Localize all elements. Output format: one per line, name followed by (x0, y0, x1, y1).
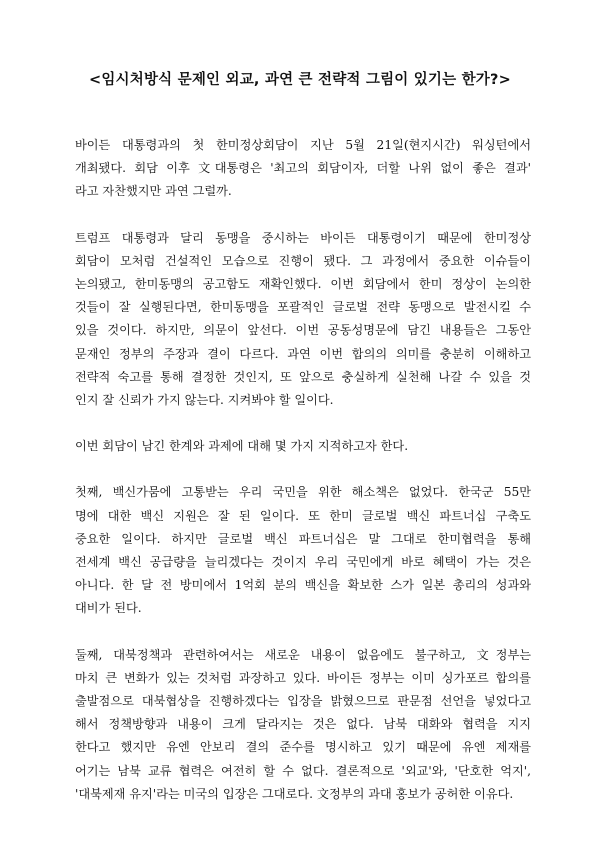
paragraph-line: 있을 것이다. 하지만, 의문이 앞선다. 이번 공동성명문에 담긴 내용들은 그동안 (75, 323, 531, 338)
paragraph (75, 644, 531, 806)
paragraph-line: 이번 회담이 남긴 한계와 과제에 대해 몇 가지 지적하고자 한다. (75, 439, 409, 454)
paragraph-line: 인지 잘 신뢰가 가지 않는다. 지켜봐야 할 일이다. (75, 393, 334, 408)
paragraph-line: 한다고 했지만 유엔 안보리 결의 준수를 명시하고 있기 때문에 유엔 제재를 (75, 740, 531, 755)
paragraph-line: 마치 큰 변화가 있는 것처럼 과장하고 있다. 바이든 정부는 이미 싱가포르 합의를 (75, 670, 531, 685)
paragraph-line: 문재인 정부의 주장과 결이 다르다. 과연 이번 합의의 의미를 충분히 이해하고 (75, 346, 531, 361)
paragraph-line: 회담이 모처럼 건설적인 모습으로 진행이 됐다. 그 과정에서 중요한 이슈들이 (75, 253, 531, 268)
paragraph (75, 134, 531, 204)
paragraph-line: 개최됐다. 회담 이후 文대통령은 '최고의 회담이자, 더할 나위 없이 좋은 결과' (75, 161, 531, 176)
paragraph-line: 트럼프 대통령과 달리 동맹을 중시하는 바이든 대통령이기 때문에 한미정상 (75, 230, 531, 245)
paragraph (75, 481, 531, 620)
page-title: <임시처방식 문제인 외교, 과연 큰 전략적 그림이 있기는 한가?> (89, 72, 511, 88)
paragraph-line: 논의됐고, 한미동맹의 공고함도 재확인했다. 이번 회담에서 한미 정상이 논의한 (75, 277, 531, 292)
paragraph-line: 바이든 대통령과의 첫 한미정상회담이 지난 5월 21일(현지시간) 워싱턴에서 (75, 138, 531, 152)
paragraph-line: 어기는 남북 교류 협력은 여전히 할 수 없다. 결론적으로 '외교'와, '단호한 억지', (75, 763, 531, 778)
paragraph-line: 첫째, 백신가뭄에 고통받는 우리 국민을 위한 해소책은 없었다. 한국군 55만 (75, 485, 531, 500)
paragraph-line: 라고 자찬했지만 과연 그럴까. (75, 184, 232, 199)
paragraph-line: 아니다. 한 달 전 방미에서 1억회 분의 백신을 확보한 스가 일본 총리의 성과와 (75, 578, 531, 593)
paragraph-line: 대비가 된다. (75, 601, 142, 616)
paragraph-line: 출발점으로 대북협상을 진행하겠다는 입장을 밝혔으므로 판문점 선언을 넣었다고 (75, 694, 531, 709)
paragraph (75, 227, 531, 413)
paragraph-line: 것들이 잘 실행된다면, 한미동맹을 포괄적인 글로벌 전략 동맹으로 발전시킬 수 (75, 300, 531, 315)
paragraph-line: 해서 정책방향과 내용이 크게 달라지는 것은 없다. 남북 대화와 협력을 지지 (75, 717, 531, 732)
paragraph (75, 435, 531, 458)
paragraph-line: 명에 대한 백신 지원은 잘 된 일이다. 또 한미 글로벌 백신 파트너십 구축도 (75, 508, 531, 523)
document-body (75, 134, 531, 829)
paragraph-line: 전세계 백신 공급량을 늘리겠다는 것이지 우리 국민에게 바로 혜택이 가는 것은 (75, 555, 531, 570)
paragraph-line: 중요한 일이다. 하지만 글로벌 백신 파트너십은 말 그대로 한미협력을 통해 (75, 531, 531, 546)
paragraph-line: 둘째, 대북정책과 관련하여서는 새로운 내용이 없음에도 불구하고, 文정부는 (75, 647, 531, 662)
paragraph-line: '대북제재 유지'라는 미국의 입장은 그대로다. 文정부의 과대 홍보가 공허한 이유다. (75, 786, 514, 801)
paragraph-line: 전략적 숙고를 통해 결정한 것인지, 또 앞으로 충실하게 실천해 나갈 수 있을 것 (75, 369, 531, 384)
